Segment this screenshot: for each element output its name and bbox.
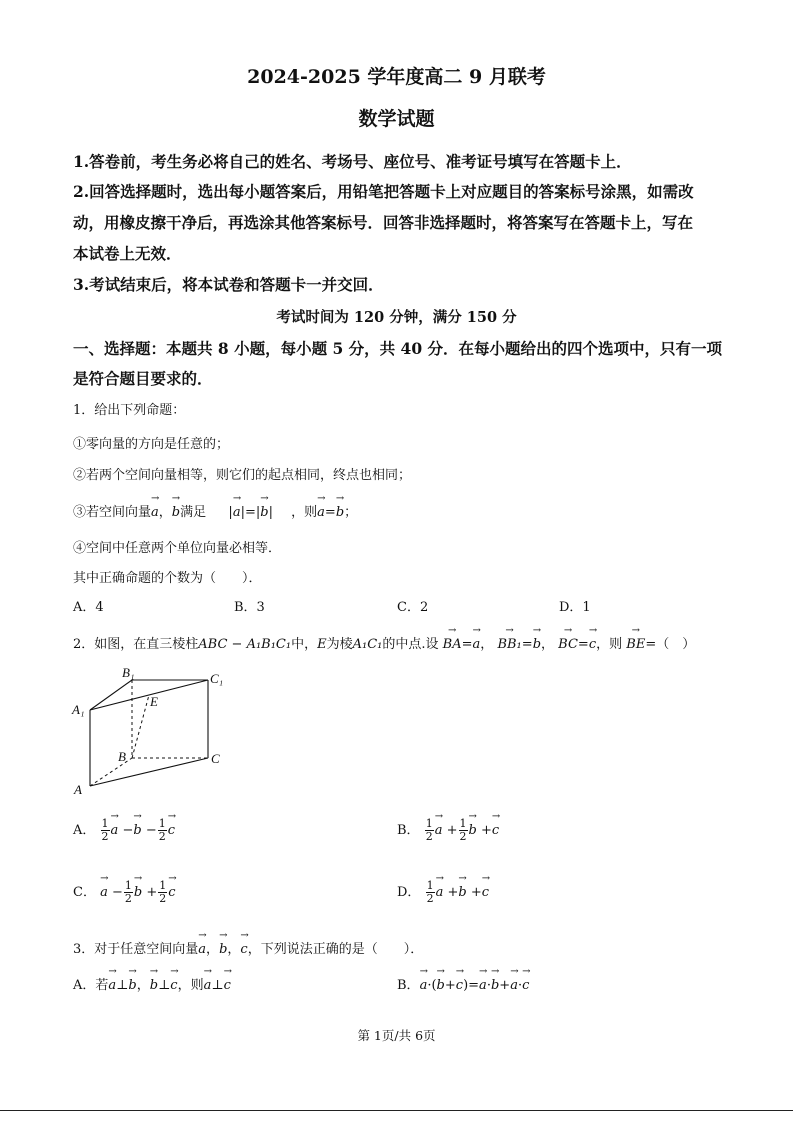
q1-statement-3: ③若空间向量→ a，→ b满足 |→ a|=|→ b| ，则→ a=→ b； bbox=[73, 500, 357, 520]
q1-statement-2: ②若两个空间向量相等，则它们的起点相同，终点也相同； bbox=[73, 468, 412, 483]
q1-stem: 1．给出下列命题： bbox=[73, 403, 186, 418]
q1-statement-4: ④空间中任意两个单位向量必相等． bbox=[73, 541, 282, 556]
exam-title: 2024-2025 学年度高二 9 月联考 bbox=[247, 66, 546, 88]
q3-stem: 3．对于任意空间向量→ a，→ b，→ c，下列说法正确的是（ ）． bbox=[73, 937, 423, 957]
prism-figure bbox=[70, 660, 230, 795]
label-a1: A₁ bbox=[72, 702, 85, 717]
q2-option-b[interactable]: B． $\frac{1}{2}$ → a + $\frac{1}{2}$ → b +→ c bbox=[397, 818, 499, 843]
q1-option-b[interactable]: B．3 bbox=[234, 600, 265, 615]
q2-option-c[interactable]: C． → a − $\frac{1}{2}$ → b + $\frac{1}{2}$ → c bbox=[73, 880, 176, 905]
q2-stem: 2．如图，在直三棱柱ABC − A₁B₁C₁中，E为棱A₁C₁的中点.设 → BA=→ a， → BB₁=→ b， → BC=→ c，则 → BE=（ ） bbox=[73, 632, 695, 652]
section-1-line-1: 一、选择题：本题共 8 小题，每小题 5 分，共 40 分．在每小题给出的四个选项中，只有一项 bbox=[73, 339, 723, 358]
note-2-line-2: 动，用橡皮擦干净后，再选涂其他答案标号．回答非选择题时，将答案写在答题卡上，写在 bbox=[73, 213, 694, 232]
label-c: C bbox=[211, 751, 220, 766]
exam-time: 考试时间为 120 分钟，满分 150 分 bbox=[276, 309, 517, 326]
q1-option-c[interactable]: C．2 bbox=[397, 600, 429, 615]
label-b1: B₁ bbox=[122, 665, 135, 680]
q1-ask: 其中正确命题的个数为（ ）． bbox=[73, 571, 262, 586]
vec-b: → b bbox=[172, 500, 180, 520]
exam-subtitle: 数学试题 bbox=[358, 108, 435, 130]
note-1: 1.答卷前，考生务必将自己的姓名、考场号、座位号、准考证号填写在答题卡上． bbox=[73, 152, 632, 171]
page-number: 第 1页/共 6页 bbox=[357, 1028, 436, 1043]
edge-a-c bbox=[90, 758, 208, 786]
note-2-line-1: 2.回答选择题时，选出每小题答案后，用铅笔把答题卡上对应题目的答案标号涂黑，如需改 bbox=[73, 182, 694, 201]
label-c1: C₁ bbox=[210, 671, 224, 686]
q1-option-a[interactable]: A．4 bbox=[73, 600, 104, 615]
page-bottom-rule bbox=[0, 1110, 793, 1111]
abs-equality: |→ a|=|→ b| bbox=[228, 505, 273, 520]
q1-statement-1: ①零向量的方向是任意的； bbox=[73, 437, 230, 452]
vec-a: → a bbox=[151, 500, 159, 520]
label-a: A bbox=[74, 782, 82, 795]
label-b: B bbox=[118, 749, 126, 764]
segment-b-e bbox=[132, 695, 149, 758]
note-3: 3.考试结束后，将本试卷和答题卡一并交回． bbox=[73, 275, 384, 294]
q1-option-d[interactable]: D．1 bbox=[559, 600, 591, 615]
q2-option-a[interactable]: A． $\frac{1}{2}$ → a −→ b − $\frac{1}{2}$ → c bbox=[73, 818, 175, 843]
edge-a1-b1 bbox=[90, 680, 132, 710]
label-e: E bbox=[150, 694, 158, 709]
q2-option-d[interactable]: D． $\frac{1}{2}$ → a +→ b +→ c bbox=[397, 880, 489, 905]
q3-option-b[interactable]: B．→ a·(→ b+→ c)=→ a·→ b+→ a·→ c bbox=[397, 973, 529, 993]
note-2-line-3: 本试卷上无效． bbox=[73, 244, 182, 263]
q3-option-a[interactable]: A．若→ a⊥→ b，→ b⊥→ c，则→ a⊥→ c bbox=[73, 973, 231, 993]
section-1-line-2: 是符合题目要求的． bbox=[73, 369, 213, 388]
